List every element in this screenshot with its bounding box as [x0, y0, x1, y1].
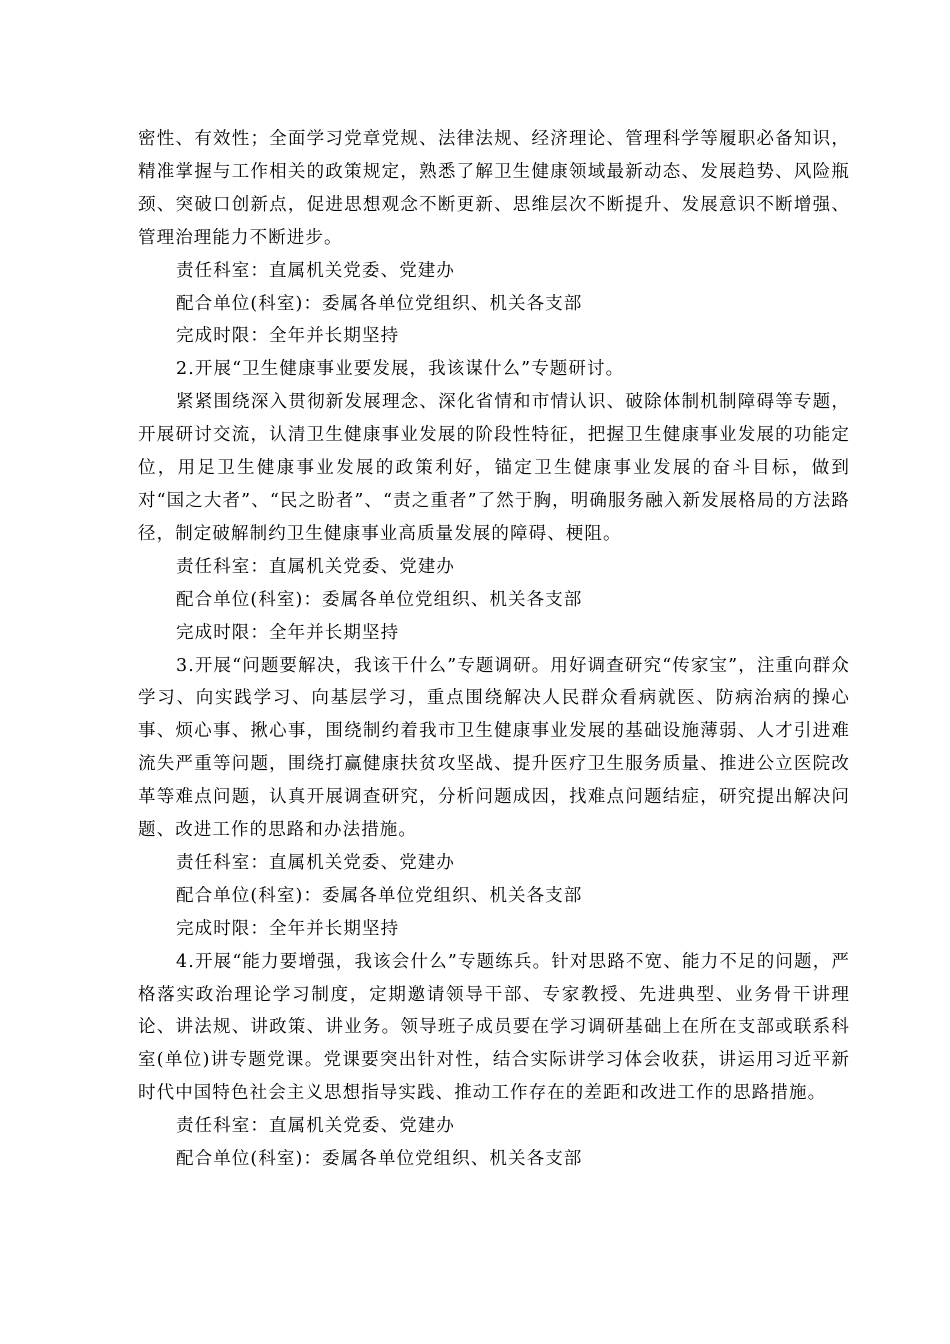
- responsible-department: 责任科室：直属机关党委、党建办: [176, 556, 455, 577]
- responsible-department: 责任科室：直属机关党委、党建办: [176, 852, 455, 873]
- cooperating-units: 配合单位(科室)：委属各单位党组织、机关各支部: [176, 293, 583, 314]
- section-heading-2: 2.开展“卫生健康事业要发展，我该谋什么”专题研讨。: [176, 359, 625, 380]
- body-paragraph: 密性、有效性；全面学习党章党规、法律法规、经济理论、管理科学等履职必备知识，精准掌握与工作相关的政策规定，熟悉了解卫生健康领域最新动态、发展趋势、风险瓶颈、突破口创新点，促进思想观念不断更新、思维层次不断提升、发展意识不断增强、管理治理能力不断进步。: [138, 129, 850, 248]
- document-page: [138, 123, 850, 1176]
- completion-deadline: 完成时限：全年并长期坚持: [176, 622, 400, 643]
- completion-deadline: 完成时限：全年并长期坚持: [176, 326, 400, 347]
- body-paragraph: 紧紧围绕深入贯彻新发展理念、深化省情和市情认识、破除体制机制障碍等专题，开展研讨交流，认清卫生健康事业发展的阶段性特征，把握卫生健康事业发展的功能定位，用足卫生健康事业发展的政策利好，锚定卫生健康事业发展的奋斗目标，做到对“国之大者”、“民之盼者”、“责之重者”了然于胸，明确服务融入新发展格局的方法路径，制定破解制约卫生健康事业高质量发展的障碍、梗阻。: [138, 392, 850, 544]
- section-paragraph-4: 4.开展“能力要增强，我该会什么”专题练兵。针对思路不宽、能力不足的问题，严格落实政治理论学习制度，定期邀请领导干部、专家教授、先进典型、业务骨干讲理论、讲法规、讲政策、讲业务。领导班子成员要在学习调研基础上在所在支部或联系科室(单位)讲专题党课。党课要突出针对性，结合实际讲学习体会收获，讲运用习近平新时代中国特色社会主义思想指导实践、推动工作存在的差距和改进工作的思路措施。: [138, 951, 850, 1104]
- responsible-department: 责任科室：直属机关党委、党建办: [176, 260, 455, 281]
- section-paragraph-3: 3.开展“问题要解决，我该干什么”专题调研。用好调查研究“传家宝”，注重向群众学习、向实践学习、向基层学习，重点围绕解决人民群众看病就医、防病治病的操心事、烦心事、揪心事，围绕制约着我市卫生健康事业发展的基础设施薄弱、人才引进难流失严重等问题，围绕打赢健康扶贫攻坚战、提升医疗卫生服务质量、推进公立医院改革等难点问题，认真开展调查研究，分析问题成因，找难点问题结症，研究提出解决问题、改进工作的思路和办法措施。: [138, 655, 850, 841]
- cooperating-units: 配合单位(科室)：委属各单位党组织、机关各支部: [176, 589, 583, 610]
- cooperating-units: 配合单位(科室)：委属各单位党组织、机关各支部: [176, 885, 583, 906]
- cooperating-units: 配合单位(科室)：委属各单位党组织、机关各支部: [176, 1149, 583, 1170]
- responsible-department: 责任科室：直属机关党委、党建办: [176, 1116, 455, 1137]
- completion-deadline: 完成时限：全年并长期坚持: [176, 918, 400, 939]
